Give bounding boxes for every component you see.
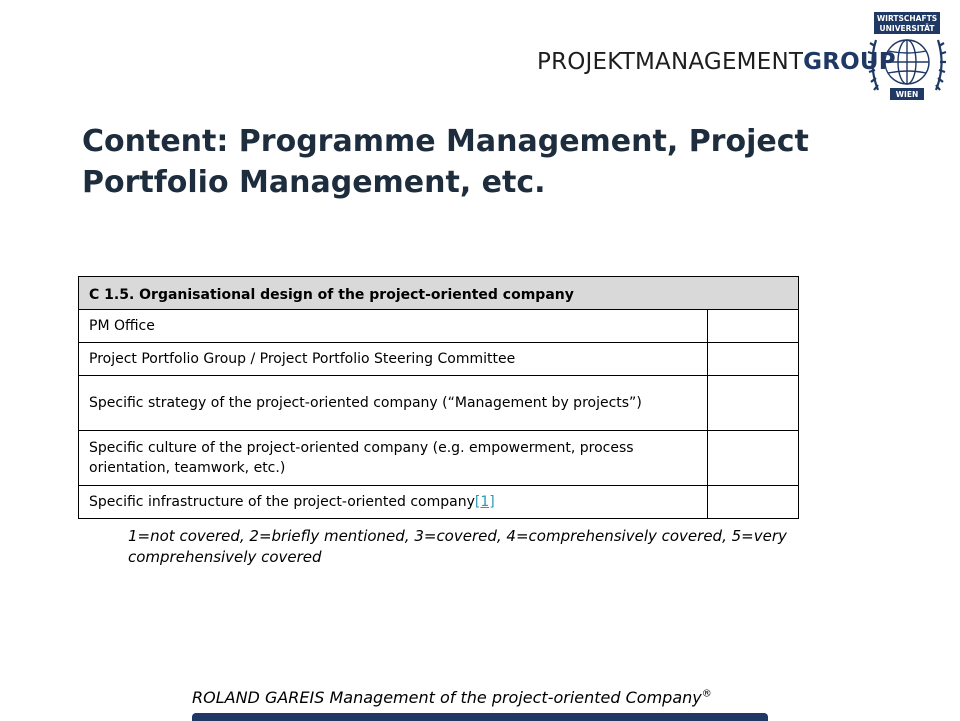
brand-light-text: PROJEKTMANAGEMENT <box>537 49 804 75</box>
globe-icon <box>885 40 929 84</box>
table-row <box>79 310 799 343</box>
rating-cell <box>708 310 799 343</box>
footer-text: ROLAND GAREIS Management of the project-oriented Company <box>192 688 702 707</box>
table-header-row <box>79 277 799 310</box>
row-label: Specific strategy of the project-oriented company (“Management by projects”) <box>79 376 708 431</box>
table-row <box>79 343 799 376</box>
seal-top-text-1: WIRTSCHAFTS <box>876 14 938 23</box>
footnote-link[interactable]: [1] <box>474 494 495 510</box>
row-label-text: Specific infrastructure of the project-oriented company <box>89 494 475 510</box>
row-label: PM Office <box>79 310 708 343</box>
table-row <box>79 486 799 519</box>
seal-top-text-2: UNIVERSITÄT <box>879 24 935 33</box>
university-seal-icon <box>866 10 948 106</box>
registered-mark: ® <box>701 688 712 700</box>
rating-cell <box>708 431 799 486</box>
table-row <box>79 431 799 486</box>
content-table <box>78 276 799 519</box>
brand-bold-text: GROUP <box>803 49 896 75</box>
rating-cell <box>708 376 799 431</box>
rating-legend: 1=not covered, 2=briefly mentioned, 3=covered, 4=comprehensively covered, 5=very comprehensively covered <box>128 527 787 566</box>
row-label: Specific culture of the project-oriented company (e.g. empowerment, process orientation, teamwork, etc.) <box>79 431 708 486</box>
row-label: Project Portfolio Group / Project Portfolio Steering Committee <box>79 343 708 376</box>
footer <box>192 688 712 707</box>
rating-cell <box>708 486 799 519</box>
row-label <box>79 486 708 519</box>
rating-cell <box>708 343 799 376</box>
table-row <box>79 376 799 431</box>
table-header-cell: C 1.5. Organisational design of the project-oriented company <box>79 277 799 310</box>
seal-bottom-text: WIEN <box>895 90 919 99</box>
brand-wordmark <box>537 49 896 75</box>
slide-title: Content: Programme Management, Project Portfolio Management, etc. <box>82 124 809 200</box>
